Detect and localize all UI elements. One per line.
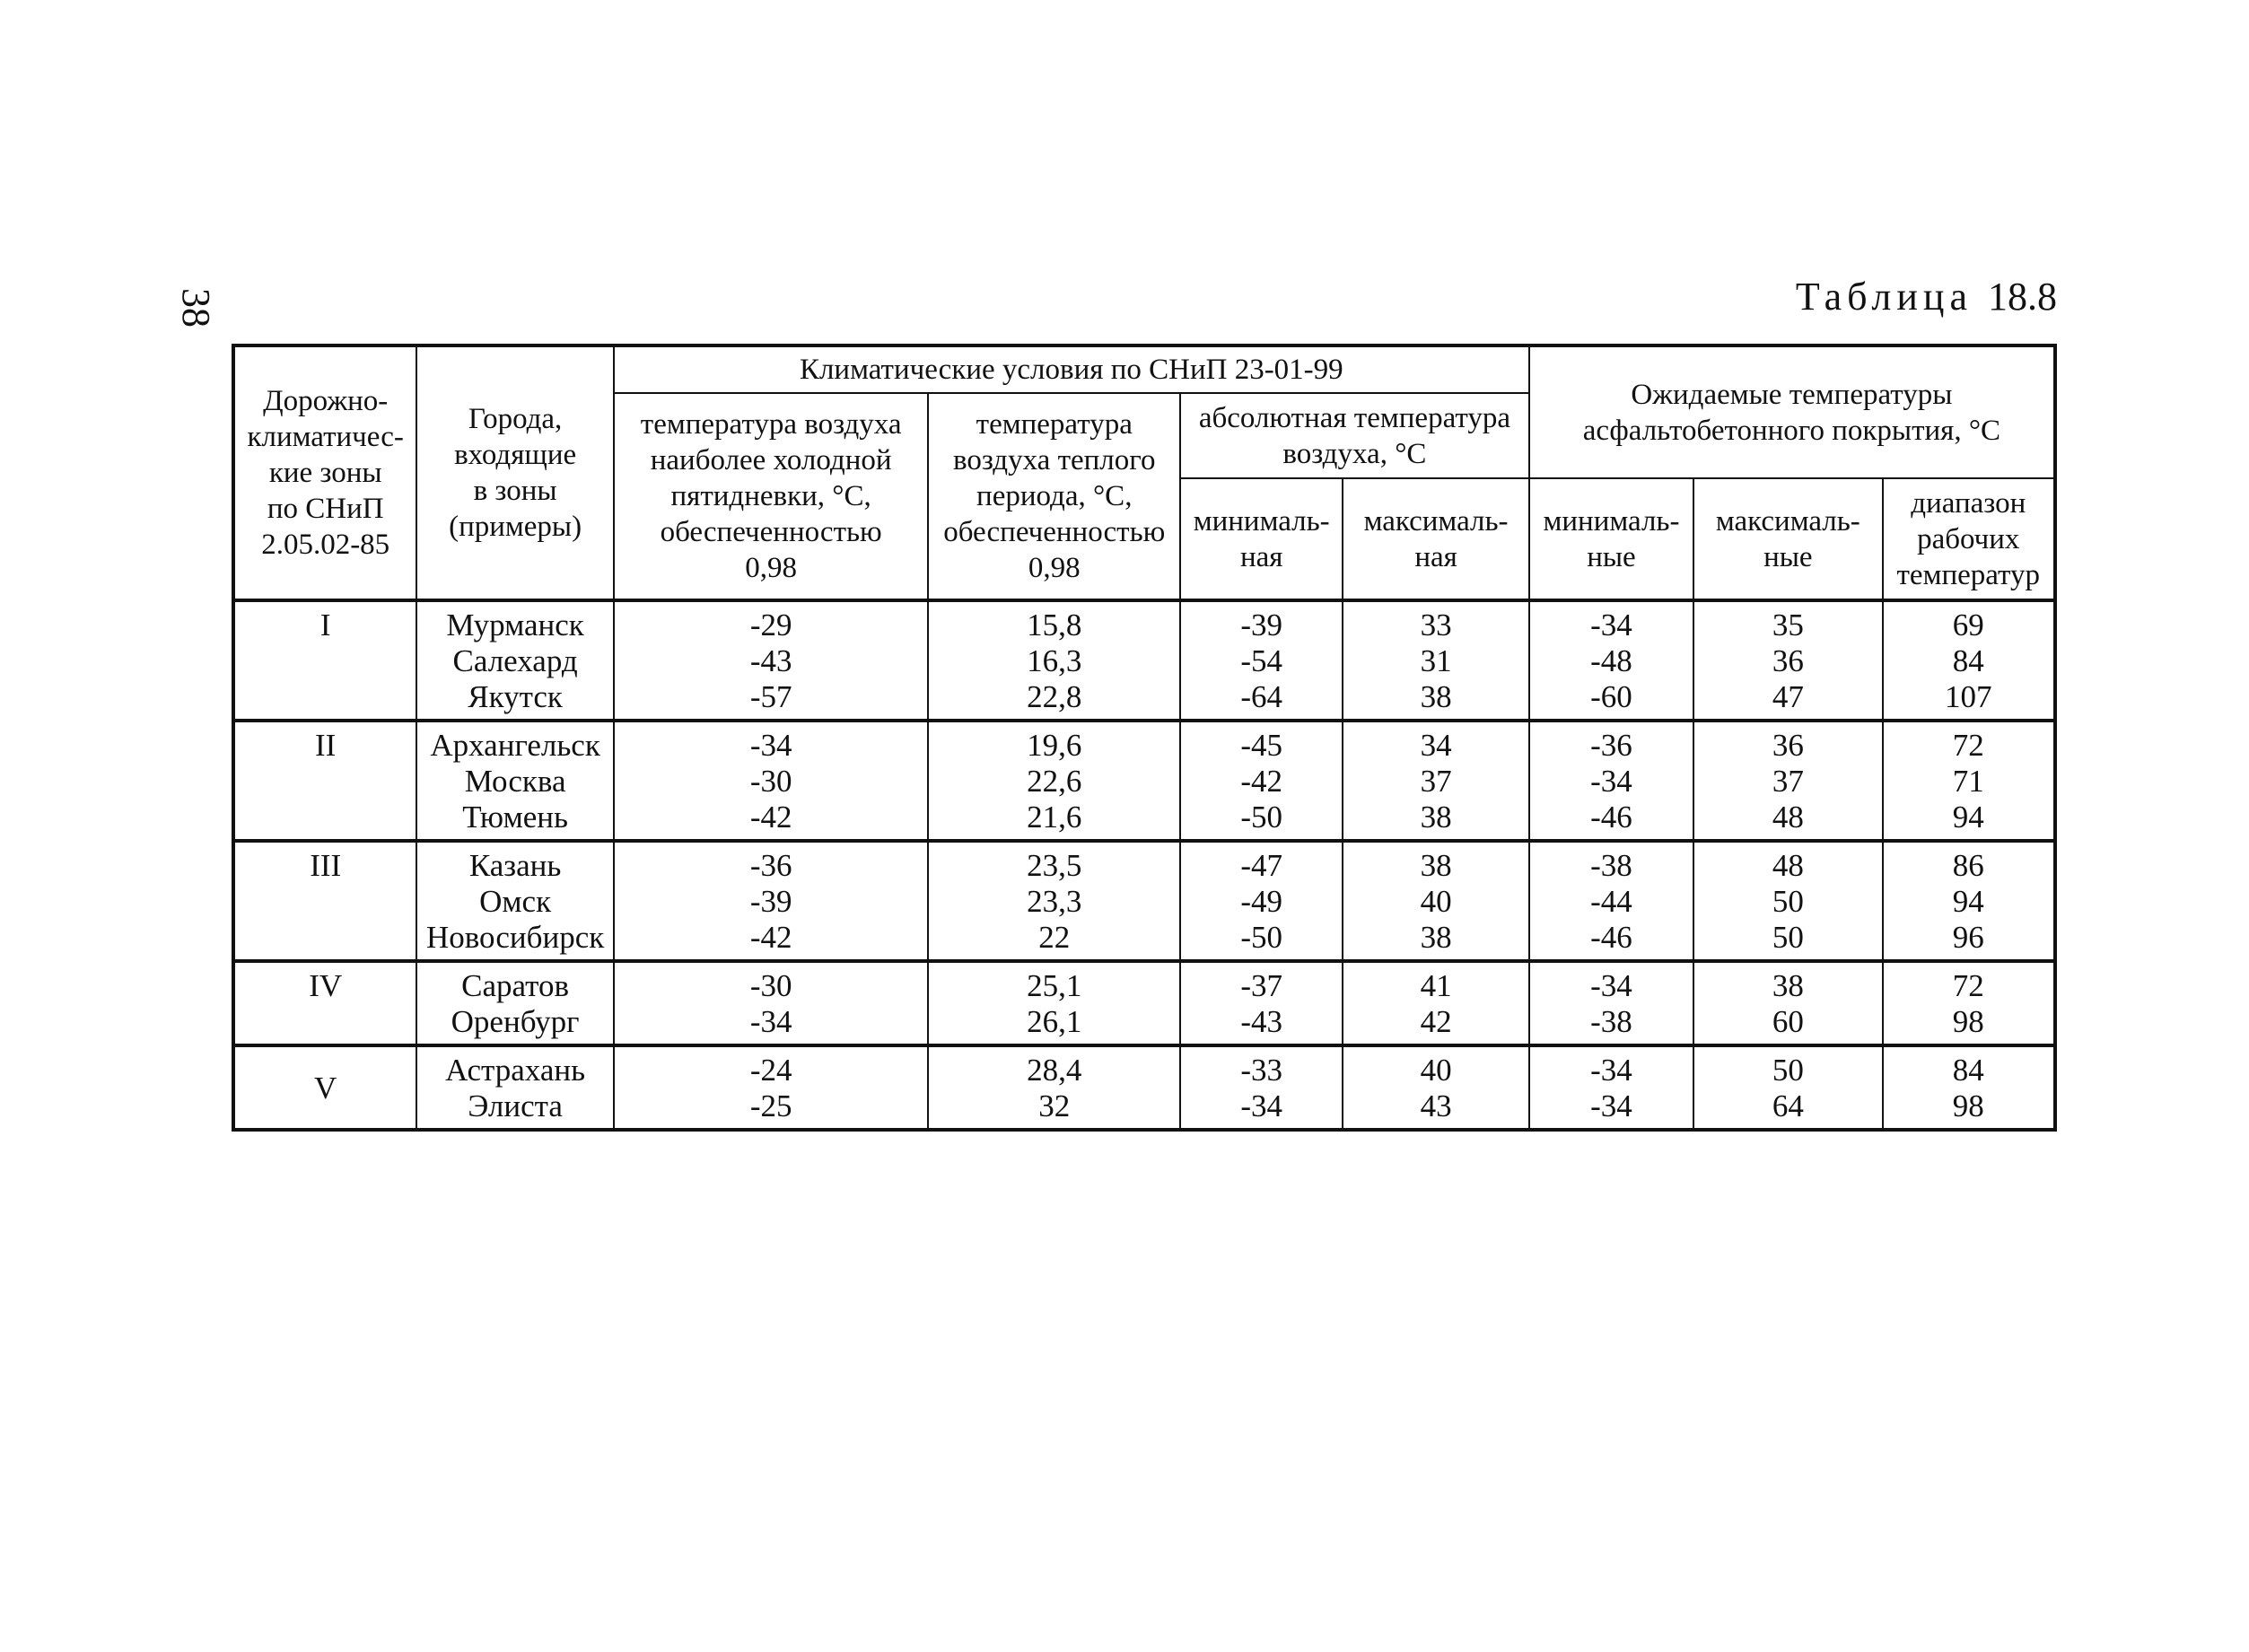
text-line: кие зоны (268, 457, 382, 489)
text-line: пятидневки, °С, (670, 480, 871, 512)
cold-five-day-cell (614, 600, 929, 721)
text-line: 42 (1420, 1004, 1452, 1039)
zone-cell: V (233, 1045, 416, 1130)
text-line: -39 (749, 884, 792, 919)
warm-period-cell (928, 841, 1180, 961)
text-line: Омск (479, 884, 552, 919)
text-line: 40 (1420, 1053, 1452, 1088)
text-line: по СНиП (267, 493, 384, 525)
header-climate-group: Климатические условия по СНиП 23-01-99 (614, 345, 1529, 393)
warm-period-cell (928, 961, 1180, 1045)
exp-max-cell (1693, 841, 1882, 961)
text-line: -34 (1240, 1088, 1283, 1123)
range-cell (1883, 1045, 2055, 1130)
table-body (233, 600, 2055, 1130)
range-cell (1883, 600, 2055, 721)
table-row (233, 1045, 2055, 1130)
text-line: Якутск (468, 679, 563, 714)
text-line: 19,6 (1027, 728, 1082, 763)
text-line: 35 (1772, 607, 1804, 642)
text-line: -34 (1590, 607, 1632, 642)
zone-cell: III (233, 841, 416, 961)
text-line: -30 (749, 764, 792, 799)
exp-max-cell (1693, 961, 1882, 1045)
text-line: ная (1239, 540, 1283, 573)
abs-max-cell (1343, 961, 1528, 1045)
text-line: Новосибирск (425, 920, 605, 955)
text-line: периода, °С, (976, 480, 1133, 512)
text-line: -60 (1590, 679, 1632, 714)
table-caption (1796, 274, 2057, 319)
text-line: 2.05.02-85 (261, 529, 390, 561)
text-line: Москва (464, 764, 566, 799)
abs-min-cell (1180, 841, 1343, 961)
text-line: Саратов (461, 968, 570, 1003)
text-line: 33 (1420, 607, 1452, 642)
text-line: минималь- (1543, 504, 1680, 538)
text-line: 36 (1772, 728, 1804, 763)
text-line: -39 (1240, 607, 1283, 642)
text-line: 40 (1420, 884, 1452, 919)
text-line: -50 (1240, 800, 1283, 835)
exp-min-cell (1529, 1045, 1693, 1130)
text-line: Города, (468, 403, 563, 435)
cold-five-day-cell (614, 961, 929, 1045)
text-line: -43 (1240, 1004, 1283, 1039)
text-line: Казань (468, 848, 562, 883)
text-line: 84 (1952, 643, 1984, 678)
text-line: 38 (1420, 679, 1452, 714)
text-line: 48 (1772, 848, 1804, 883)
text-line: наиболее холодной (650, 444, 892, 476)
text-line: 37 (1772, 764, 1804, 799)
header-abs-min (1180, 478, 1343, 600)
text-line: 71 (1952, 764, 1984, 799)
cold-five-day-cell (614, 721, 929, 841)
text-line: -50 (1240, 920, 1283, 955)
exp-max-cell (1693, 600, 1882, 721)
text-line: 69 (1952, 607, 1984, 642)
text-line: Дорожно- (263, 385, 389, 417)
header-cities (416, 345, 613, 600)
table-row (233, 600, 2055, 721)
text-line: 98 (1952, 1088, 1984, 1123)
cities-cell (416, 841, 613, 961)
text-line: минималь- (1193, 504, 1330, 538)
text-line: -46 (1590, 920, 1632, 955)
text-line: диапазон (1911, 486, 2026, 520)
text-line: -38 (1590, 1004, 1632, 1039)
text-line: ные (1587, 540, 1636, 573)
caption-number: 18.8 (1988, 275, 2057, 319)
cities-cell (416, 961, 613, 1045)
text-line: 0,98 (745, 552, 798, 584)
text-line: -44 (1590, 884, 1632, 919)
text-line: -42 (749, 920, 792, 955)
exp-min-cell (1529, 961, 1693, 1045)
cold-five-day-cell (614, 841, 929, 961)
cities-cell (416, 600, 613, 721)
header-exp-max (1693, 478, 1882, 600)
range-cell (1883, 961, 2055, 1045)
header-cold-five-day (614, 393, 929, 600)
text-line: Салехард (452, 643, 578, 678)
text-line: 0,98 (1028, 552, 1081, 584)
text-line: -42 (1240, 764, 1283, 799)
zone-cell: I (233, 600, 416, 721)
text-line: 23,3 (1027, 884, 1082, 919)
exp-min-cell (1529, 600, 1693, 721)
text-line: 21,6 (1027, 800, 1082, 835)
text-line: Элиста (468, 1088, 563, 1123)
cities-cell (416, 721, 613, 841)
cold-five-day-cell (614, 1045, 929, 1130)
text-line: -48 (1590, 643, 1632, 678)
text-line: -33 (1240, 1053, 1283, 1088)
abs-min-cell (1180, 1045, 1343, 1130)
text-line: Архангельск (430, 728, 600, 763)
text-line: 41 (1420, 968, 1452, 1003)
text-line: входящие (454, 439, 577, 471)
text-line: -34 (749, 1004, 792, 1039)
header-exp-min (1529, 478, 1693, 600)
text-line: 38 (1420, 920, 1452, 955)
text-line: -34 (1590, 968, 1632, 1003)
abs-min-cell (1180, 961, 1343, 1045)
exp-min-cell (1529, 721, 1693, 841)
text-line: 32 (1038, 1088, 1071, 1123)
table-row (233, 961, 2055, 1045)
text-line: -24 (749, 1053, 792, 1088)
exp-max-cell (1693, 721, 1882, 841)
text-line: максималь- (1363, 504, 1509, 538)
text-line: 16,3 (1027, 643, 1082, 678)
text-line: абсолютная температура (1198, 401, 1510, 434)
text-line: 94 (1952, 884, 1984, 919)
exp-max-cell (1693, 1045, 1882, 1130)
text-line: 86 (1952, 848, 1984, 883)
abs-max-cell (1343, 721, 1528, 841)
text-line: Оренбург (451, 1004, 580, 1039)
text-line: -64 (1240, 679, 1283, 714)
abs-max-cell (1343, 841, 1528, 961)
text-line: -57 (749, 679, 792, 714)
text-line: 72 (1952, 728, 1984, 763)
text-line: (примеры) (449, 511, 582, 543)
text-line: -36 (749, 848, 792, 883)
text-line: ная (1414, 540, 1457, 573)
header-abs-max (1343, 478, 1528, 600)
cities-cell (416, 1045, 613, 1130)
text-line: -25 (749, 1088, 792, 1123)
text-line: Ожидаемые температуры (1631, 378, 1953, 411)
abs-min-cell (1180, 600, 1343, 721)
text-line: 31 (1420, 643, 1452, 678)
text-line: обеспеченностью (943, 516, 1166, 548)
text-line: 34 (1420, 728, 1452, 763)
text-line: асфальтобетонного покрытия, °С (1582, 414, 2001, 447)
text-line: воздуха, °С (1282, 437, 1427, 470)
text-line: 26,1 (1027, 1004, 1082, 1039)
text-line: 25,1 (1027, 968, 1082, 1003)
text-line: 60 (1772, 1004, 1804, 1039)
text-line: Мурманск (446, 607, 584, 642)
warm-period-cell (928, 721, 1180, 841)
text-line: 28,4 (1027, 1053, 1082, 1088)
page-number: 38 (174, 288, 218, 328)
text-line: ные (1763, 540, 1813, 573)
text-line: -34 (749, 728, 792, 763)
text-line: -30 (749, 968, 792, 1003)
warm-period-cell (928, 1045, 1180, 1130)
text-line: -47 (1240, 848, 1283, 883)
text-line: 48 (1772, 800, 1804, 835)
text-line: 47 (1772, 679, 1804, 714)
abs-max-cell (1343, 1045, 1528, 1130)
range-cell (1883, 721, 2055, 841)
text-line: климатичес- (247, 421, 404, 453)
text-line: -36 (1590, 728, 1632, 763)
text-line: температура (976, 408, 1133, 441)
text-line: в зоны (473, 475, 557, 507)
text-line: воздуха теплого (953, 444, 1156, 476)
text-line: 22,6 (1027, 764, 1082, 799)
caption-word: Таблица (1795, 275, 1973, 319)
text-line: температура воздуха (640, 408, 902, 441)
text-line: 22 (1038, 920, 1071, 955)
text-line: -45 (1240, 728, 1283, 763)
exp-min-cell (1529, 841, 1693, 961)
climate-temperature-table (232, 344, 2057, 1132)
text-line: 37 (1420, 764, 1452, 799)
table-row (233, 841, 2055, 961)
text-line: 96 (1952, 920, 1984, 955)
header-expected-group (1529, 345, 2055, 478)
range-cell (1883, 841, 2055, 961)
header-range (1883, 478, 2055, 600)
text-line: -34 (1590, 1088, 1632, 1123)
warm-period-cell (928, 600, 1180, 721)
text-line: 64 (1772, 1088, 1804, 1123)
text-line: -49 (1240, 884, 1283, 919)
text-line: 23,5 (1027, 848, 1082, 883)
text-line: Тюмень (462, 800, 568, 835)
text-line: Астрахань (445, 1053, 586, 1088)
text-line: -54 (1240, 643, 1283, 678)
header-zones (233, 345, 416, 600)
abs-max-cell (1343, 600, 1528, 721)
text-line: 84 (1952, 1053, 1984, 1088)
text-line: 107 (1945, 679, 1992, 714)
text-line: температур (1896, 558, 2041, 591)
text-line: 15,8 (1027, 607, 1082, 642)
text-line: 43 (1420, 1088, 1452, 1123)
text-line: 38 (1420, 848, 1452, 883)
text-line: 36 (1772, 643, 1804, 678)
header-warm-period (928, 393, 1180, 600)
text-line: 38 (1420, 800, 1452, 835)
text-line: 22,8 (1027, 679, 1082, 714)
text-line: -38 (1590, 848, 1632, 883)
text-line: 50 (1772, 1053, 1804, 1088)
text-line: -37 (1240, 968, 1283, 1003)
text-line: -29 (749, 607, 792, 642)
text-line: рабочих (1917, 522, 2020, 555)
text-line: 50 (1772, 920, 1804, 955)
text-line: -34 (1590, 1053, 1632, 1088)
text-line: 50 (1772, 884, 1804, 919)
header-absolute-air (1180, 393, 1529, 478)
text-line: 72 (1952, 968, 1984, 1003)
zone-cell: IV (233, 961, 416, 1045)
text-line: -46 (1590, 800, 1632, 835)
text-line: -42 (749, 800, 792, 835)
text-line: 38 (1772, 968, 1804, 1003)
abs-min-cell (1180, 721, 1343, 841)
text-line: 94 (1952, 800, 1984, 835)
text-line: -34 (1590, 764, 1632, 799)
text-line: -43 (749, 643, 792, 678)
text-line: обеспеченностью (660, 516, 882, 548)
zone-cell: II (233, 721, 416, 841)
table-row (233, 721, 2055, 841)
text-line: 98 (1952, 1004, 1984, 1039)
text-line: максималь- (1715, 504, 1860, 538)
